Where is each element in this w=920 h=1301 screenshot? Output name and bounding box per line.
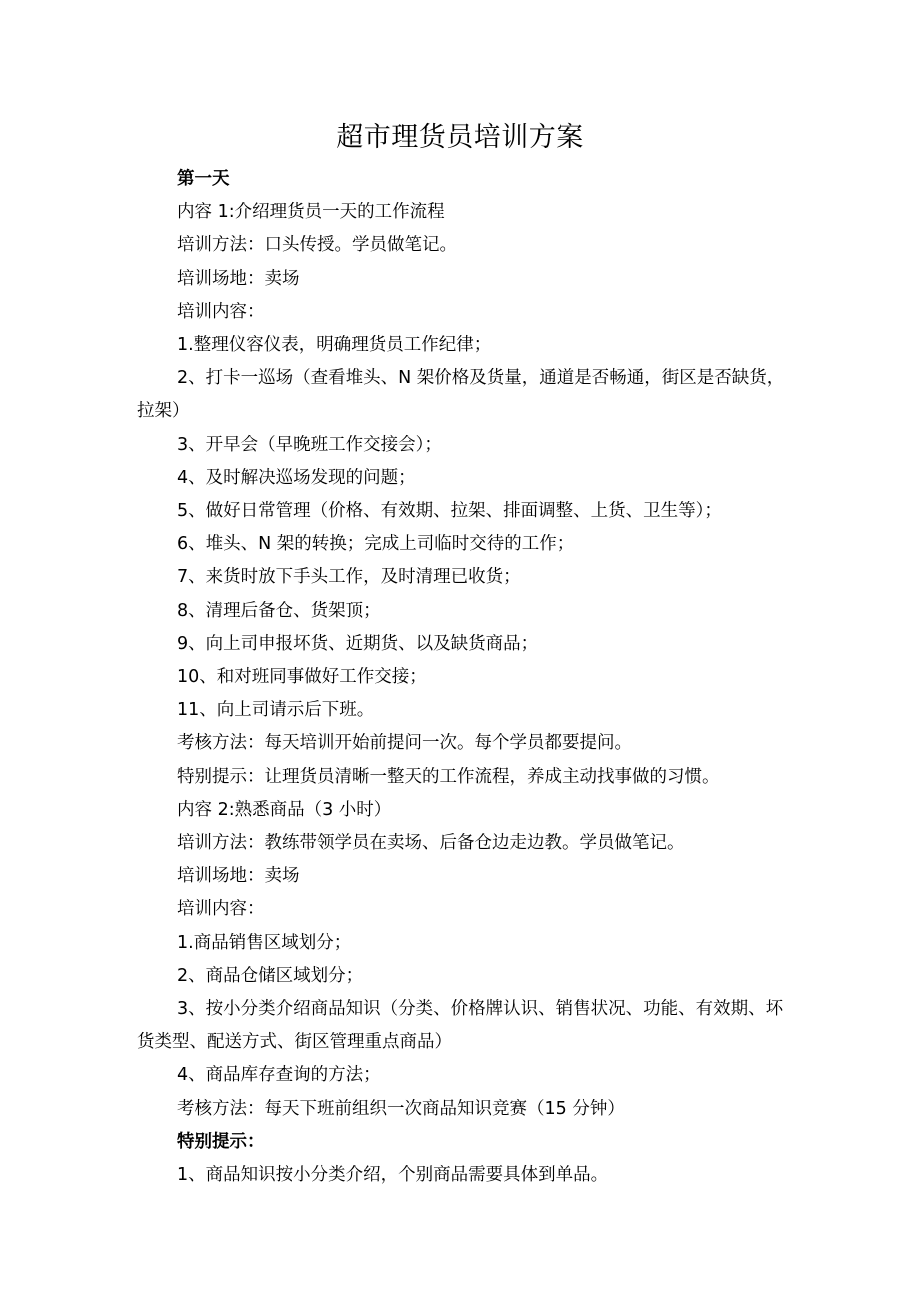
- document-body: [137, 163, 797, 1192]
- assessment-method: 考核方法：每天培训开始前提问一次。每个学员都要提问。: [177, 733, 632, 754]
- list-item: 4、商品库存查询的方法；: [177, 1065, 381, 1086]
- special-note: 特别提示：让理货员清晰一整天的工作流程，养成主动找事做的习惯。: [177, 766, 720, 787]
- list-item: 3、按小分类介绍商品知识（分类、价格牌认识、销售状况、功能、有效期、坏货类型、配送方式、街区管理重点商品）: [137, 999, 784, 1053]
- section-heading-day-one: 第一天: [177, 169, 230, 189]
- list-item: 8、清理后备仓、货架顶；: [177, 600, 381, 621]
- assessment-method: 考核方法：每天下班前组织一次商品知识竞赛（15 分钟）: [177, 1098, 625, 1119]
- training-method: 培训方法：口头传授。学员做笔记。: [177, 235, 457, 256]
- list-item: 9、向上司申报坏货、近期货、以及缺货商品；: [177, 633, 539, 654]
- list-item: 1.整理仪容仪表，明确理货员工作纪律；: [177, 335, 492, 356]
- training-method: 培训方法：教练带领学员在卖场、后备仓边走边教。学员做笔记。: [177, 833, 685, 854]
- list-item: 10、和对班同事做好工作交接；: [177, 667, 427, 688]
- list-item: 1.商品销售区域划分；: [177, 932, 352, 953]
- training-venue: 培训场地：卖场: [177, 866, 300, 887]
- list-item: 1、商品知识按小分类介绍，个别商品需要具体到单品。: [177, 1165, 609, 1186]
- training-content-label: 培训内容：: [177, 301, 265, 322]
- list-item: 4、及时解决巡场发现的问题；: [177, 467, 416, 488]
- list-item: 2、打卡一巡场（查看堆头、N 架价格及货量，通道是否畅通，街区是否缺货，拉架）: [137, 368, 785, 422]
- list-item: 2、商品仓储区域划分；: [177, 965, 364, 986]
- list-item: 7、来货时放下手头工作，及时清理已收货；: [177, 567, 521, 588]
- content-one-heading: 内容 1:介绍理货员一天的工作流程: [177, 202, 445, 223]
- training-venue: 培训场地：卖场: [177, 268, 300, 289]
- list-item: 3、开早会（早晚班工作交接会）；: [177, 434, 442, 455]
- document-title: 超市理货员培训方案: [336, 122, 584, 153]
- list-item: 5、做好日常管理（价格、有效期、拉架、排面调整、上货、卫生等）；: [177, 501, 722, 522]
- special-note-heading: 特别提示：: [177, 1131, 265, 1152]
- content-two-heading: 内容 2:熟悉商品（3 小时）: [177, 799, 392, 820]
- list-item: 11、向上司请示后下班。: [177, 700, 375, 721]
- list-item: 6、堆头、N 架的转换；完成上司临时交待的工作；: [177, 534, 575, 555]
- training-content-label: 培训内容：: [177, 899, 265, 920]
